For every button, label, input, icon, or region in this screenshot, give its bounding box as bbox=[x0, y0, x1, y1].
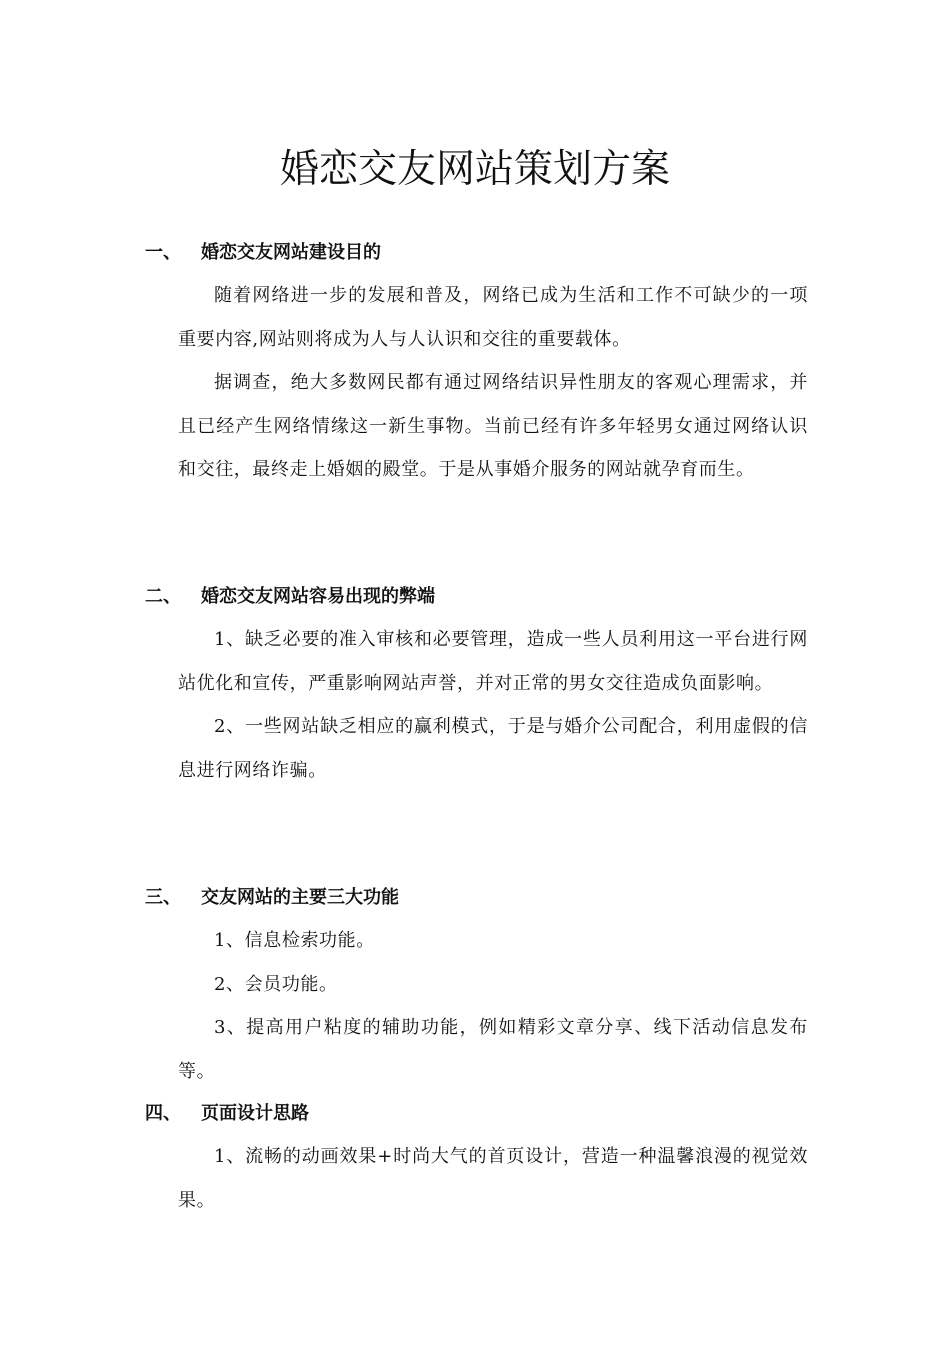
section-2 bbox=[0, 576, 950, 792]
paragraph: 据调查，绝大多数网民都有通过网络结识异性朋友的客观心理需求，并且已经产生网络情缘这一新生事物。当前已经有许多年轻男女通过网络认识和交往，最终走上婚姻的殿堂。于是从事婚介服务的网站就孕育而生。 bbox=[178, 372, 808, 480]
paragraph: 3、提高用户粘度的辅助功能，例如精彩文章分享、线下活动信息发布等。 bbox=[178, 1017, 808, 1082]
section-4 bbox=[0, 1093, 950, 1222]
paragraph: 1、流畅的动画效果+时尚大气的首页设计，营造一种温馨浪漫的视觉效果。 bbox=[178, 1146, 808, 1211]
document-title: 婚恋交友网站策划方案 bbox=[279, 147, 670, 193]
section-title: 婚恋交友网站建设目的 bbox=[201, 242, 381, 263]
section-title: 交友网站的主要三大功能 bbox=[201, 887, 399, 908]
paragraph: 1、信息检索功能。 bbox=[214, 930, 375, 951]
section-heading bbox=[0, 1093, 950, 1135]
paragraph: 2、一些网站缺乏相应的赢利模式，于是与婚介公司配合，利用虚假的信息进行网络诈骗。 bbox=[178, 716, 808, 781]
paragraph: 随着网络进一步的发展和普及，网络已成为生活和工作不可缺少的一项重要内容,网站则将成为人与人认识和交往的重要载体。 bbox=[178, 285, 808, 350]
section-number: 一、 bbox=[145, 242, 181, 263]
section-title: 页面设计思路 bbox=[201, 1103, 309, 1124]
section-number: 四、 bbox=[145, 1103, 181, 1124]
section-1 bbox=[0, 232, 950, 492]
section-3 bbox=[0, 877, 950, 1093]
section-heading bbox=[0, 877, 950, 919]
section-number: 三、 bbox=[145, 887, 181, 908]
section-heading bbox=[0, 576, 950, 618]
section-heading bbox=[0, 232, 950, 274]
paragraph: 2、会员功能。 bbox=[214, 973, 338, 995]
section-number: 二、 bbox=[145, 586, 181, 607]
section-title: 婚恋交友网站容易出现的弊端 bbox=[201, 586, 435, 607]
paragraph: 1、缺乏必要的准入审核和必要管理，造成一些人员利用这一平台进行网站优化和宣传，严重影响网站声誉，并对正常的男女交往造成负面影响。 bbox=[178, 629, 808, 694]
